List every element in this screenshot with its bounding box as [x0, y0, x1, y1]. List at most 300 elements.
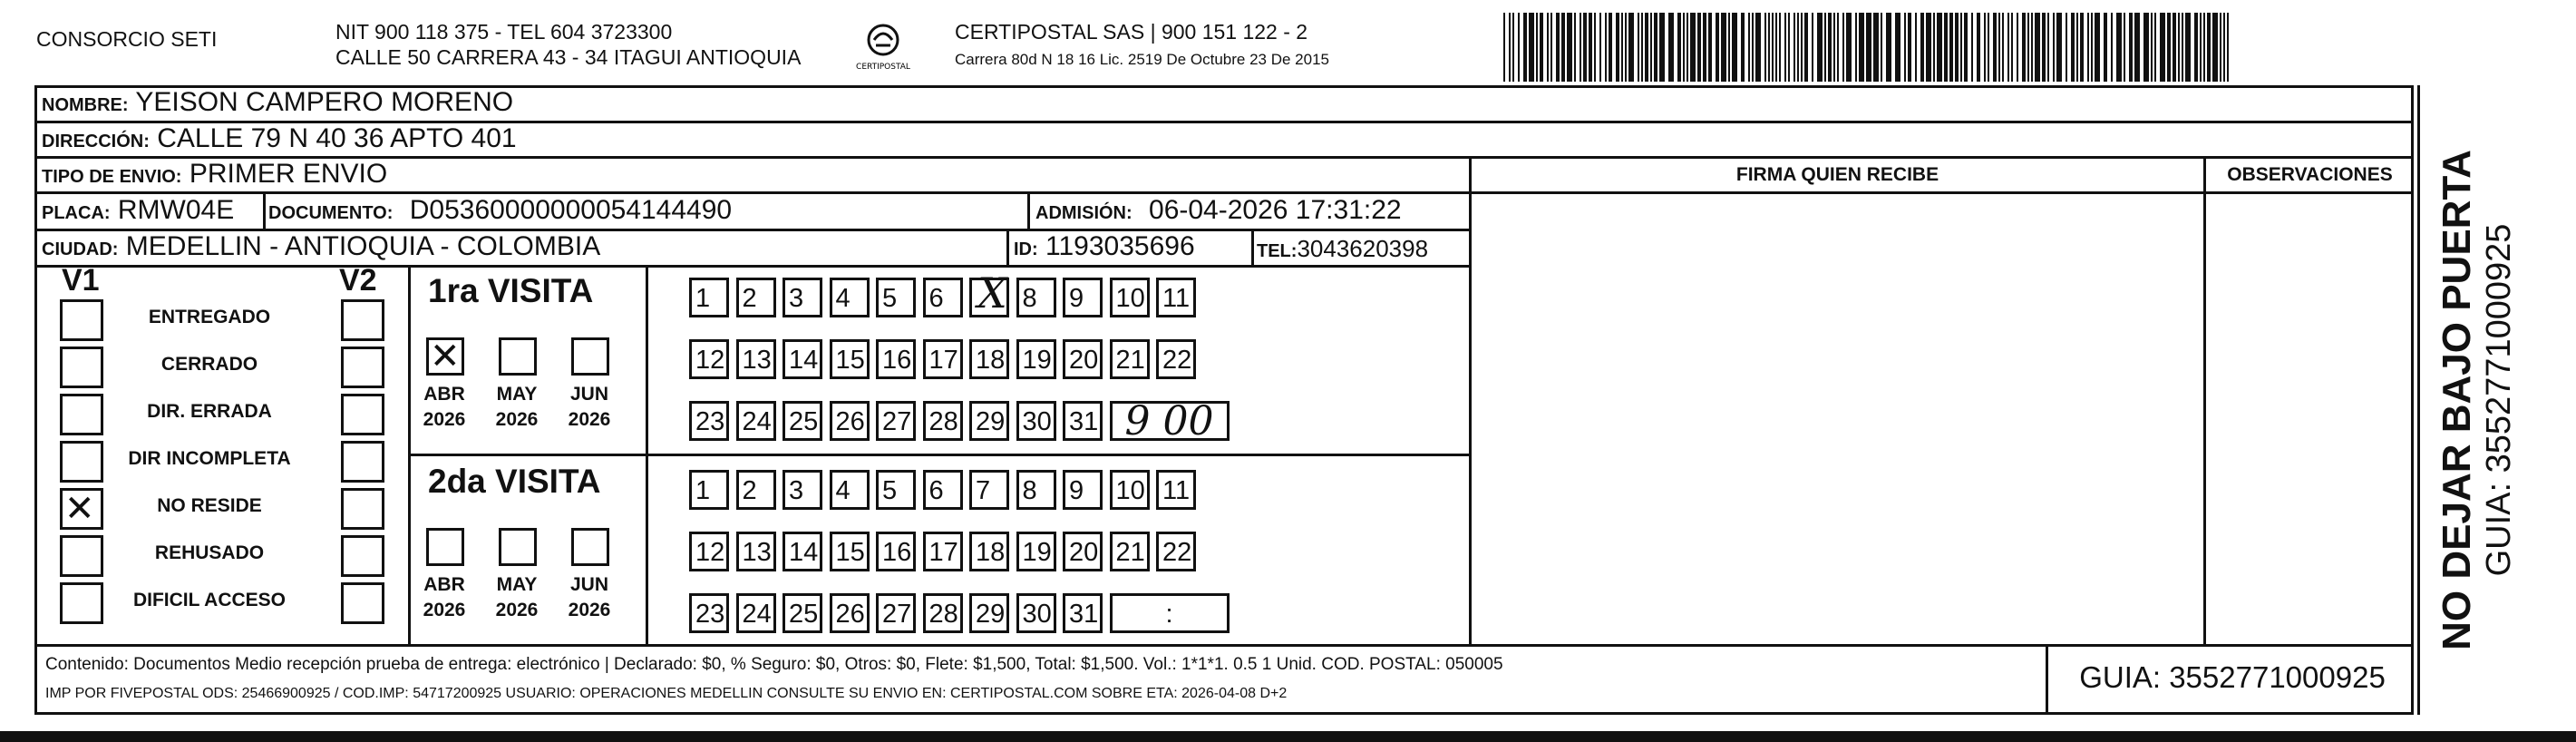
- barcode-bar: [1697, 13, 1701, 82]
- day-number: 24: [742, 407, 772, 436]
- barcode-bar: [1574, 13, 1576, 82]
- certipostal-logo: [856, 20, 910, 73]
- status-label: ENTREGADO: [148, 307, 271, 327]
- month-name: MAY: [496, 384, 538, 405]
- day-box[interactable]: [736, 401, 776, 441]
- barcode-bar: [1567, 13, 1572, 82]
- month-name: JUN: [569, 574, 608, 595]
- day-box[interactable]: [876, 470, 916, 510]
- barcode-bar: [1977, 13, 1980, 82]
- barcode-bar: [2071, 13, 2075, 82]
- day-number: 11: [1162, 284, 1191, 313]
- barcode-bar: [1960, 13, 1962, 82]
- signature-header: FIRMA QUIEN RECIBE: [1735, 164, 1939, 185]
- day-box[interactable]: [689, 339, 729, 379]
- address-label: DIRECCIÓN:: [42, 132, 150, 151]
- status-label: DIR INCOMPLETA: [128, 448, 291, 469]
- day-box[interactable]: [783, 593, 822, 633]
- barcode-bar: [1920, 13, 1924, 82]
- barcode-bar: [1955, 13, 1959, 82]
- document-value: D05360000000054144490: [409, 195, 733, 225]
- day-box[interactable]: [923, 470, 963, 510]
- barcode-bar: [1775, 13, 1777, 82]
- barcode-bar: [1748, 13, 1750, 82]
- day-number: 11: [1162, 476, 1191, 505]
- time-value: :: [1165, 600, 1173, 629]
- barcode-bar: [1721, 13, 1726, 82]
- barcode-bar: [2116, 13, 2122, 82]
- observations-area[interactable]: [2206, 191, 2414, 644]
- day-box[interactable]: [923, 593, 963, 633]
- barcode-bar: [2017, 13, 2018, 82]
- v2-checkbox[interactable]: [341, 347, 384, 388]
- month-name: JUN: [569, 384, 608, 405]
- day-number: 9: [1069, 284, 1084, 313]
- day-box[interactable]: [736, 470, 776, 510]
- day-number: 16: [882, 538, 912, 567]
- month-year: 2026: [495, 409, 539, 430]
- day-number: 19: [1022, 538, 1052, 567]
- recipient-address: CALLE 79 N 40 36 APTO 401: [157, 123, 517, 153]
- barcode-bar: [1904, 13, 1906, 82]
- day-number: 23: [695, 600, 725, 629]
- day-number: 31: [1069, 407, 1099, 436]
- v1-label: V1: [62, 263, 100, 298]
- day-number: 21: [1115, 346, 1145, 375]
- side-guide: GUIA: 3552771000925: [2480, 223, 2518, 577]
- barcode-bar: [1728, 13, 1730, 82]
- barcode-bar: [1988, 13, 1989, 82]
- barcode-bar: [1908, 13, 1911, 82]
- barcode-bar: [1866, 13, 1871, 82]
- barcode-bar: [2056, 13, 2062, 82]
- day-number: 14: [789, 538, 819, 567]
- day-box[interactable]: [1063, 532, 1103, 571]
- tel-value: 3043620398: [1297, 235, 1429, 262]
- day-box[interactable]: [876, 593, 916, 633]
- side-warning: NO DEJAR BAJO PUERTA: [2435, 150, 2479, 650]
- barcode-bar: [1609, 13, 1612, 82]
- v2-checkbox[interactable]: [341, 441, 384, 483]
- barcode-bar: [1650, 13, 1652, 82]
- barcode-bar: [1583, 13, 1587, 82]
- barcode-bar: [1529, 13, 1534, 82]
- barcode-bar: [2167, 13, 2171, 82]
- barcode-bar: [1625, 13, 1627, 82]
- barcode-bar: [1859, 13, 1864, 82]
- day-box[interactable]: [923, 339, 963, 379]
- visit2-title: 2da VISITA: [428, 463, 601, 500]
- day-box[interactable]: [830, 278, 870, 317]
- company-name: CONSORCIO SETI: [36, 27, 218, 51]
- day-box[interactable]: [876, 401, 916, 441]
- barcode-bar: [2129, 13, 2133, 82]
- day-number: 15: [835, 346, 865, 375]
- barcode-bar: [1536, 13, 1538, 82]
- day-box[interactable]: [689, 593, 729, 633]
- barcode-bar: [1690, 13, 1696, 82]
- month-checkbox[interactable]: [499, 528, 537, 566]
- day-box[interactable]: [876, 339, 916, 379]
- day-number: 28: [928, 407, 958, 436]
- day-box[interactable]: [830, 532, 870, 571]
- day-box[interactable]: [830, 339, 870, 379]
- day-number: 5: [882, 284, 898, 313]
- day-box[interactable]: [1016, 532, 1056, 571]
- day-box[interactable]: [923, 278, 963, 317]
- barcode-bar: [2143, 13, 2149, 82]
- day-number: 3: [789, 476, 804, 505]
- barcode-bar: [2134, 13, 2140, 82]
- day-box[interactable]: [1156, 339, 1196, 379]
- day-box[interactable]: [876, 278, 916, 317]
- day-box[interactable]: [1063, 339, 1103, 379]
- day-number: 25: [789, 600, 819, 629]
- day-box[interactable]: [1110, 278, 1150, 317]
- plate-value: RMW04E: [117, 195, 235, 225]
- barcode-bar: [2011, 13, 2013, 82]
- barcode-bar: [1580, 13, 1581, 82]
- barcode-bar: [1895, 13, 1900, 82]
- barcode-bar: [2095, 13, 2100, 82]
- day-box[interactable]: [736, 593, 776, 633]
- day-number: 13: [742, 538, 772, 567]
- v2-checkbox[interactable]: [341, 488, 384, 530]
- admission-value: 06-04-2026 17:31:22: [1149, 195, 1402, 225]
- day-number: 27: [882, 600, 912, 629]
- day-number: 8: [1022, 476, 1037, 505]
- v2-checkbox[interactable]: [341, 394, 384, 435]
- name-label: NOMBRE:: [42, 95, 129, 115]
- day-box[interactable]: [1156, 278, 1196, 317]
- day-box[interactable]: [876, 532, 916, 571]
- barcode-bar: [1772, 13, 1774, 82]
- barcode-bar: [1641, 13, 1643, 82]
- day-number: 6: [928, 476, 944, 505]
- shipment-row: [42, 159, 387, 192]
- barcode-bar: [1755, 13, 1761, 82]
- day-number: 14: [789, 346, 819, 375]
- barcode-bar: [2151, 13, 2153, 82]
- day-box[interactable]: [1156, 470, 1196, 510]
- v2-checkbox[interactable]: [341, 535, 384, 577]
- license-line: Carrera 80d N 18 16 Lic. 2519 De Octubre 23 De 2015: [955, 51, 1329, 68]
- day-number: 6: [928, 284, 944, 313]
- day-box[interactable]: [736, 278, 776, 317]
- status-label: DIR. ERRADA: [147, 401, 272, 422]
- barcode-bar: [1804, 13, 1808, 82]
- day-number: 20: [1069, 346, 1099, 375]
- day-box[interactable]: [969, 268, 1009, 317]
- day-box[interactable]: [969, 593, 1009, 633]
- barcode-bar: [1741, 13, 1745, 82]
- company-address: CALLE 50 CARRERA 43 - 34 ITAGUI ANTIOQUIA: [335, 45, 802, 69]
- day-box[interactable]: [1016, 339, 1056, 379]
- id-row: [1014, 231, 1195, 265]
- day-number: 3: [789, 284, 804, 313]
- barcode-bar: [2035, 13, 2040, 82]
- day-number: 25: [789, 407, 819, 436]
- barcode-bar: [1550, 13, 1552, 82]
- day-box[interactable]: [1016, 401, 1056, 441]
- day-number: 13: [742, 346, 772, 375]
- check-mark-icon: ✕: [430, 336, 461, 377]
- barcode-bar: [2124, 13, 2125, 82]
- day-number: 7: [976, 476, 991, 505]
- barcode-bar: [1645, 13, 1648, 82]
- company-nit: NIT 900 118 375 - TEL 604 3723300: [335, 20, 673, 44]
- barcode-bar: [1949, 13, 1953, 82]
- bottom-bar: [0, 731, 2576, 742]
- name-row: [42, 87, 513, 121]
- day-number: 18: [976, 346, 1006, 375]
- recipient-name: YEISON CAMPERO MORENO: [135, 87, 514, 117]
- status-label: DIFICIL ACCESO: [132, 590, 286, 610]
- barcode-bar: [1703, 13, 1706, 82]
- day-box[interactable]: [923, 532, 963, 571]
- imp-line: IMP POR FIVEPOSTAL ODS: 25466900925 / COD.IMP: 54717200925 USUARIO: OPERACIONES MEDELLIN CONSULTE SU ENVIO EN: CERTIPOSTAL.COM SOBRE ETA: 2026-04-08 D+2: [45, 686, 1288, 701]
- barcode-bar: [1855, 13, 1857, 82]
- check-mark-icon: ✕: [64, 488, 95, 530]
- barcode-bar: [1621, 13, 1623, 82]
- barcode-bar: [1833, 13, 1835, 82]
- barcode-bar: [2007, 13, 2009, 82]
- tel-row: [1257, 233, 1428, 267]
- carrier-line: CERTIPOSTAL SAS | 900 151 122 - 2: [955, 20, 1308, 44]
- barcode-bar: [2022, 13, 2026, 82]
- id-value: 1193035696: [1045, 231, 1195, 261]
- day-number: 8: [1022, 284, 1037, 313]
- plate-row: [42, 195, 234, 229]
- barcode-bar: [1654, 13, 1657, 82]
- barcode-bar: [2227, 13, 2229, 82]
- barcode-bar: [2091, 13, 2093, 82]
- day-box[interactable]: [1110, 339, 1150, 379]
- day-number: 17: [928, 346, 958, 375]
- barcode-bar: [2076, 13, 2078, 82]
- barcode-bar: [1628, 13, 1634, 82]
- day-number: 30: [1022, 600, 1052, 629]
- check-mark-icon: X: [977, 268, 1007, 317]
- day-box[interactable]: [969, 532, 1009, 571]
- day-number: 5: [882, 476, 898, 505]
- day-box[interactable]: [783, 470, 822, 510]
- city-row: [42, 231, 600, 265]
- day-number: 16: [882, 346, 912, 375]
- day-number: 4: [835, 476, 851, 505]
- signature-area[interactable]: [1472, 191, 2203, 644]
- day-box[interactable]: [1156, 532, 1196, 571]
- barcode-bar: [1828, 13, 1832, 82]
- time-box[interactable]: [1110, 593, 1230, 633]
- barcode-bar: [2160, 13, 2165, 82]
- barcode-bar: [1793, 13, 1795, 82]
- day-box[interactable]: [830, 470, 870, 510]
- day-box[interactable]: [923, 401, 963, 441]
- month-checkbox[interactable]: [571, 337, 609, 376]
- barcode-bar: [2027, 13, 2029, 82]
- barcode-bar: [2223, 13, 2225, 82]
- barcode-bar: [1926, 13, 1931, 82]
- barcode-bar: [1779, 13, 1781, 82]
- day-number: 26: [835, 600, 865, 629]
- barcode-bar: [1944, 13, 1948, 82]
- barcode-bar: [1509, 13, 1511, 82]
- day-number: 21: [1115, 538, 1145, 567]
- day-box[interactable]: [1110, 470, 1150, 510]
- month-checkbox[interactable]: [426, 528, 464, 566]
- barcode-bar: [1518, 13, 1520, 82]
- day-number: 2: [742, 476, 757, 505]
- day-box[interactable]: [1016, 470, 1056, 510]
- time-box[interactable]: [1110, 398, 1230, 444]
- day-box[interactable]: [689, 401, 729, 441]
- day-box[interactable]: [969, 401, 1009, 441]
- day-box[interactable]: [783, 278, 822, 317]
- status-label: REHUSADO: [154, 542, 265, 563]
- city-label: CIUDAD:: [42, 239, 119, 259]
- barcode-bar: [2212, 13, 2218, 82]
- month-checkbox[interactable]: [499, 337, 537, 376]
- barcode-bar: [1764, 13, 1766, 82]
- status-label: NO RESIDE: [157, 495, 262, 516]
- barcode-bar: [1708, 13, 1712, 82]
- barcode-bar: [1842, 13, 1844, 82]
- day-box[interactable]: [783, 401, 822, 441]
- day-number: 24: [742, 600, 772, 629]
- day-box[interactable]: [969, 470, 1009, 510]
- barcode-bar: [1668, 13, 1674, 82]
- month-year: 2026: [568, 600, 611, 620]
- barcode-bar: [1824, 13, 1826, 82]
- barcode-bar: [2031, 13, 2033, 82]
- day-number: 29: [976, 407, 1006, 436]
- day-box[interactable]: [1016, 593, 1056, 633]
- day-box[interactable]: [1110, 532, 1150, 571]
- day-box[interactable]: [783, 339, 822, 379]
- day-number: 18: [976, 538, 1006, 567]
- day-number: 4: [835, 284, 851, 313]
- barcode-bar: [1788, 13, 1790, 82]
- day-number: 15: [835, 538, 865, 567]
- day-number: 12: [695, 538, 725, 567]
- barcode-bar: [1523, 13, 1527, 82]
- barcode-bar: [2042, 13, 2046, 82]
- barcode-bar: [1768, 13, 1770, 82]
- barcode-bar: [1812, 13, 1813, 82]
- v2-checkbox[interactable]: [341, 299, 384, 341]
- day-box[interactable]: [689, 278, 729, 317]
- barcode-bar: [1971, 13, 1973, 82]
- observations-header: OBSERVACIONES: [2227, 164, 2393, 185]
- day-box[interactable]: [830, 593, 870, 633]
- barcode-bar: [1964, 13, 1968, 82]
- visit1-title: 1ra VISITA: [428, 272, 594, 309]
- barcode-bar: [1752, 13, 1754, 82]
- day-box[interactable]: [1063, 593, 1103, 633]
- day-box[interactable]: [1063, 470, 1103, 510]
- day-number: 22: [1162, 346, 1192, 375]
- barcode-bar: [1873, 13, 1879, 82]
- day-number: 9: [1069, 476, 1084, 505]
- content-line: Contenido: Documentos Medio recepción prueba de entrega: electrónico | Declarado: $0, % Seguro: $0, Otros: $0, Flete: $1,500, Total: $1,500. Vol.: 1*1*1. 0.5 1 Unid. COD. POSTAL: 050005: [45, 655, 1503, 674]
- barcode-bar: [2200, 13, 2202, 82]
- day-box[interactable]: [783, 532, 822, 571]
- side-panel: [2423, 85, 2532, 715]
- barcode-bar: [1716, 13, 1719, 82]
- month-name: ABR: [423, 574, 465, 595]
- day-number: 12: [695, 346, 725, 375]
- day-number: 26: [835, 407, 865, 436]
- barcode-bar: [1547, 13, 1549, 82]
- v2-checkbox[interactable]: [341, 582, 384, 624]
- day-box[interactable]: [1063, 401, 1103, 441]
- month-checkbox[interactable]: [571, 528, 609, 566]
- barcode-bar: [1837, 13, 1839, 82]
- barcode-bar: [1886, 13, 1891, 82]
- barcode-bar: [1556, 13, 1560, 82]
- barcode-bar: [1561, 13, 1565, 82]
- barcode-bar: [1797, 13, 1799, 82]
- day-box[interactable]: [689, 470, 729, 510]
- barcode-bar: [2194, 13, 2198, 82]
- barcode-bar: [1503, 13, 1505, 82]
- day-box[interactable]: [736, 339, 776, 379]
- barcode-bar: [2178, 13, 2180, 82]
- day-box[interactable]: [1063, 278, 1103, 317]
- day-box[interactable]: [736, 532, 776, 571]
- day-number: 20: [1069, 538, 1099, 567]
- day-box[interactable]: [969, 339, 1009, 379]
- barcode-bar: [1732, 13, 1737, 82]
- shipment-type: PRIMER ENVIO: [189, 159, 388, 189]
- day-box[interactable]: [1016, 278, 1056, 317]
- barcode-bar: [2185, 13, 2191, 82]
- barcode-bar: [2066, 13, 2067, 82]
- month-name: MAY: [496, 574, 538, 595]
- shipment-label: TIPO DE ENVIO:: [42, 167, 182, 187]
- day-box[interactable]: [830, 401, 870, 441]
- month-year: 2026: [495, 600, 539, 620]
- day-number: 1: [695, 476, 711, 505]
- barcode-bar: [2002, 13, 2004, 82]
- day-box[interactable]: [689, 532, 729, 571]
- barcode-bar: [2220, 13, 2221, 82]
- day-number: 29: [976, 600, 1006, 629]
- barcode-bar: [2080, 13, 2084, 82]
- barcode-bar: [1683, 13, 1685, 82]
- day-number: 30: [1022, 407, 1052, 436]
- day-number: 22: [1162, 538, 1192, 567]
- barcode-bar: [1933, 13, 1935, 82]
- barcode-bar: [1638, 13, 1639, 82]
- day-number: 19: [1022, 346, 1052, 375]
- barcode-bar: [2203, 13, 2205, 82]
- month-checkbox[interactable]: [426, 337, 464, 376]
- day-number: 23: [695, 407, 725, 436]
- side-frame-line: [2417, 85, 2420, 715]
- barcode-bar: [1784, 13, 1786, 82]
- day-number: 10: [1115, 284, 1145, 313]
- plate-label: PLACA:: [42, 203, 111, 223]
- month-year: 2026: [423, 409, 466, 430]
- tel-label: TEL:: [1257, 241, 1298, 261]
- barcode-bar: [1817, 13, 1823, 82]
- logo-text: CERTIPOSTAL: [856, 63, 910, 72]
- barcode: [1503, 13, 2231, 82]
- barcode-bar: [2053, 13, 2055, 82]
- barcode-bar: [1801, 13, 1803, 82]
